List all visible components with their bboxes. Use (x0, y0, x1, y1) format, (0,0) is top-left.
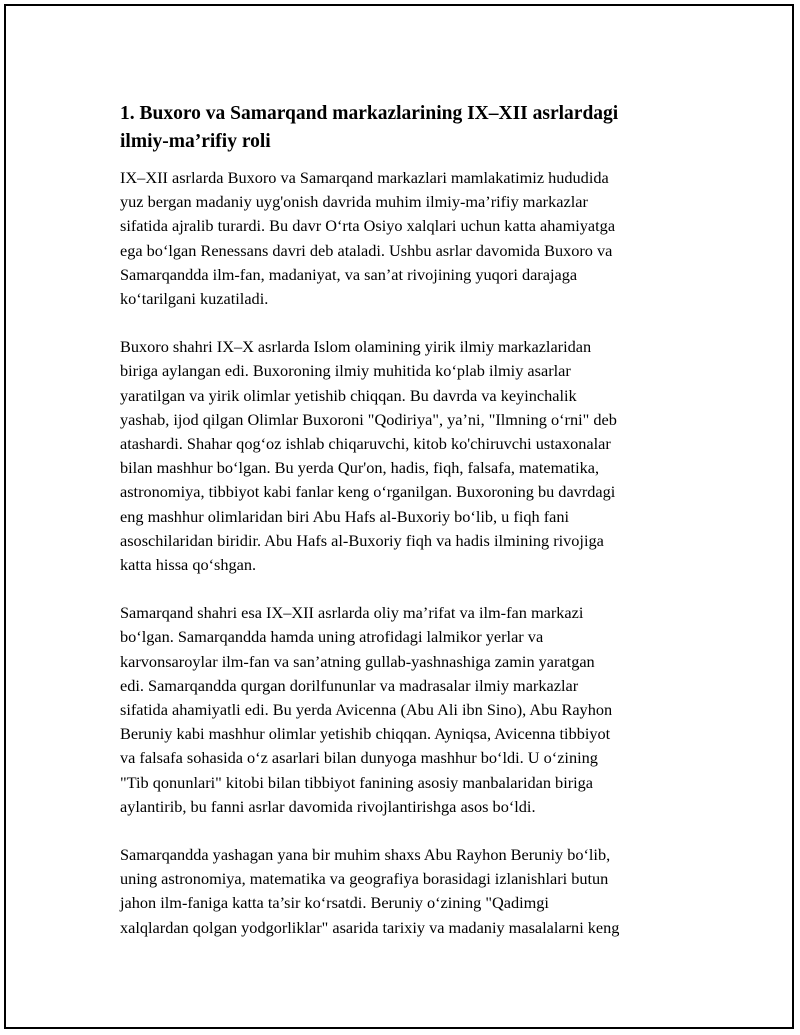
text-line: ega bo‘lgan Renessans davri deb ataladi. Ushbu asrlar davomida Buxoro va (120, 240, 613, 260)
text-line: atashardi. Shahar qog‘oz ishlab chiqaruvchi, kitob ko'chiruvchi ustaxonalar (120, 434, 611, 454)
text-line: Samarqand shahri esa IX–XII asrlarda oliy ma’rifat va ilm-fan markazi (120, 603, 584, 623)
text-line: yaratilgan va yirik olimlar yetishib chiqqan. Bu davrda va keyinchalik (120, 385, 577, 405)
text-line: sifatida ahamiyatli edi. Bu yerda Avicenna (Abu Ali ibn Sino), Abu Rayhon (120, 700, 613, 720)
heading-line: ilmiy-ma’rifiy roli (120, 131, 271, 152)
text-line: "Tib qonunlari" kitobi bilan tibbiyot fanining asosiy manbalaridan biriga (120, 772, 594, 792)
heading-line: 1. Buxoro va Samarqand markazlarining IX–XII asrlardagi (120, 103, 619, 124)
text-line: uning astronomiya, matematika va geografiya borasidagi izlanishlari butun (120, 869, 609, 889)
paragraph-samarqand (120, 601, 700, 819)
text-line: jahon ilm-faniga katta ta’sir ko‘rsatdi. Beruniy o‘zining "Qadimgi (120, 893, 549, 913)
paragraph-buxoro (120, 335, 700, 577)
text-line: biriga aylangan edi. Buxoroning ilmiy muhitida ko‘plab ilmiy asarlar (120, 361, 571, 381)
text-line: Samarqandda ilm-fan, madaniyat, va san’at rivojining yuqori darajaga (120, 264, 578, 284)
text-line: sifatida ajralib turardi. Bu davr O‘rta Osiyo xalqlari uchun katta ahamiyatga (120, 216, 616, 236)
section-heading (120, 100, 700, 156)
text-line: yuz bergan madaniy uyg'onish davrida muhim ilmiy-ma’rifiy markazlar (120, 192, 588, 212)
page-frame (4, 4, 794, 1029)
text-line: yashab, ijod qilgan Olimlar Buxoroni "Qodiriya", ya’ni, "Ilmning o‘rni" deb (120, 409, 617, 429)
text-line: karvonsaroylar ilm-fan va san’atning gullab-yashnashiga zamin yaratgan (120, 651, 595, 671)
paragraph-beruniy (120, 843, 700, 940)
text-line: va falsafa sohasida o‘z asarlari bilan dunyoga mashhur bo‘ldi. U o‘zining (120, 748, 598, 768)
text-line: ko‘tarilgani kuzatiladi. (120, 289, 269, 309)
text-line: bilan mashhur bo‘lgan. Bu yerda Qur'on, hadis, fiqh, falsafa, matematika, (120, 458, 600, 478)
text-line: bo‘lgan. Samarqandda hamda uning atrofidagi lalmikor yerlar va (120, 627, 544, 647)
text-line: Buxoro shahri IX–X asrlarda Islom olamining yirik ilmiy markazlaridan (120, 337, 592, 357)
text-line: asoschilaridan biridir. Abu Hafs al-Buxoriy fiqh va hadis ilmining rivojiga (120, 530, 604, 550)
text-line: katta hissa qo‘shgan. (120, 555, 257, 575)
document-body (120, 100, 700, 964)
text-line: xalqlardan qolgan yodgorliklar" asarida tarixiy va madaniy masalalarni keng (120, 917, 620, 937)
text-line: eng mashhur olimlaridan biri Abu Hafs al-Buxoriy bo‘lib, u fiqh fani (120, 506, 570, 526)
text-line: edi. Samarqandda qurgan dorilfununlar va madrasalar ilmiy markazlar (120, 675, 579, 695)
text-line: Beruniy kabi mashhur olimlar yetishib chiqqan. Ayniqsa, Avicenna tibbiyot (120, 724, 611, 744)
paragraph-intro (120, 166, 700, 311)
text-line: aylantirib, bu fanni asrlar davomida rivojlantirishga asos bo‘ldi. (120, 796, 536, 816)
text-line: astronomiya, tibbiyot kabi fanlar keng o‘rganilgan. Buxoroning bu davrdagi (120, 482, 616, 502)
text-line: IX–XII asrlarda Buxoro va Samarqand markazlari mamlakatimiz hududida (120, 168, 609, 187)
text-line: Samarqandda yashagan yana bir muhim shaxs Abu Rayhon Beruniy bo‘lib, (120, 845, 611, 865)
